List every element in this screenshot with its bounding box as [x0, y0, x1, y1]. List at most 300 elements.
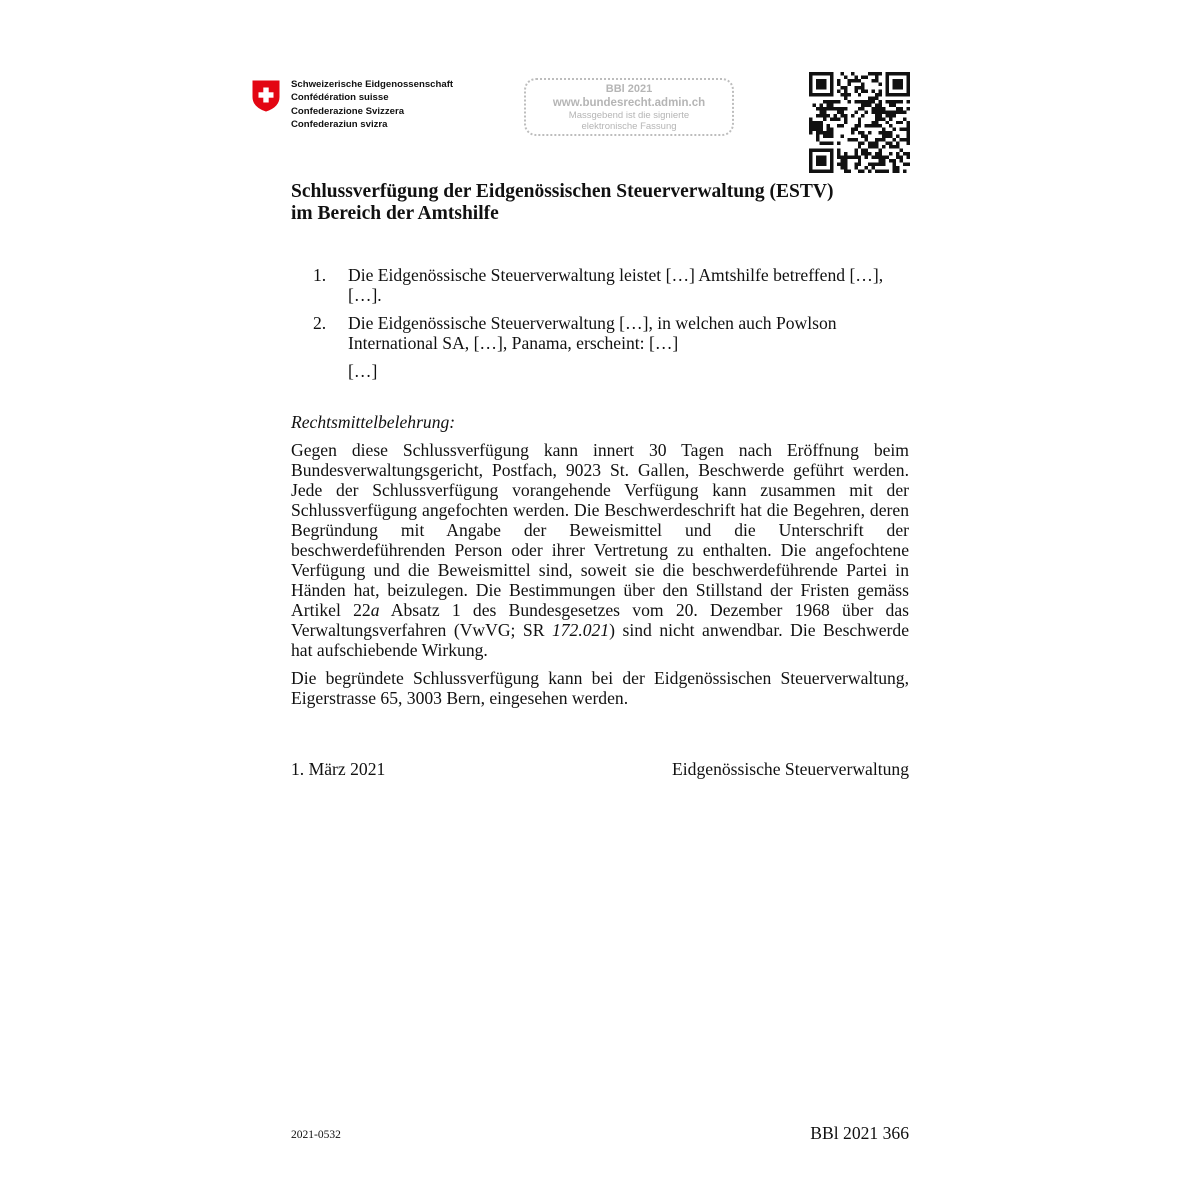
stamp-url[interactable]: www.bundesrecht.admin.ch — [552, 97, 706, 109]
qr-module — [868, 145, 871, 148]
qr-module — [861, 131, 864, 134]
qr-module — [837, 110, 840, 113]
qr-module — [812, 72, 815, 75]
qr-module — [886, 114, 889, 117]
qr-module — [858, 145, 861, 148]
qr-module — [809, 156, 812, 159]
qr-module — [879, 159, 882, 162]
qr-module — [816, 149, 819, 152]
qr-module — [907, 131, 910, 134]
qr-module — [900, 121, 903, 124]
qr-module — [872, 156, 875, 159]
qr-module — [865, 124, 868, 127]
qr-module — [907, 82, 910, 85]
qr-module — [830, 89, 833, 92]
list-item-number: 1. — [313, 265, 327, 285]
qr-module — [816, 124, 819, 127]
qr-module — [858, 100, 861, 103]
qr-module — [819, 163, 822, 166]
qr-module — [854, 152, 857, 155]
qr-module — [837, 117, 840, 120]
qr-module — [865, 100, 868, 103]
qr-module — [854, 156, 857, 159]
qr-module — [875, 96, 878, 99]
qr-module — [837, 152, 840, 155]
qr-module — [809, 93, 812, 96]
qr-module — [872, 89, 875, 92]
qr-module — [879, 170, 882, 173]
qr-module — [844, 86, 847, 89]
qr-module — [819, 142, 822, 145]
qr-module — [823, 72, 826, 75]
qr-module — [844, 107, 847, 110]
qr-module — [882, 128, 885, 131]
qr-module — [837, 156, 840, 159]
qr-module — [868, 131, 871, 134]
qr-module — [837, 79, 840, 82]
qr-module — [830, 72, 833, 75]
qr-module — [844, 163, 847, 166]
qr-module — [844, 89, 847, 92]
qr-module — [868, 142, 871, 145]
qr-module — [844, 166, 847, 169]
qr-module — [900, 159, 903, 162]
qr-module — [840, 107, 843, 110]
qr-module — [830, 170, 833, 173]
omission-marker: […] — [348, 361, 378, 381]
qr-module — [809, 128, 812, 131]
qr-module — [830, 131, 833, 134]
qr-module — [907, 100, 910, 103]
qr-module — [868, 152, 871, 155]
qr-module — [882, 138, 885, 141]
qr-module — [889, 72, 892, 75]
qr-module — [893, 93, 896, 96]
legal-remedy-paragraph-2: Die begründete Schlussverfügung kann bei der Eidgenössischen Steuerverwaltung, Eigerstrasse 65, 3003 Bern, eingesehen werden. — [291, 668, 909, 708]
qr-module — [840, 110, 843, 113]
legal-remedy-p1-part-b: Absatz 1 des Bundesgesetzes vom 20. Dezember 1968 über das Verwaltungsverfahren (VwVG; SR — [291, 600, 910, 640]
qr-module — [886, 131, 889, 134]
qr-module — [896, 100, 899, 103]
qr-module — [847, 156, 850, 159]
qr-module — [809, 166, 812, 169]
qr-module — [816, 107, 819, 110]
qr-module — [854, 166, 857, 169]
qr-module — [882, 110, 885, 113]
qr-module — [875, 152, 878, 155]
qr-module — [823, 107, 826, 110]
qr-module — [907, 93, 910, 96]
qr-module — [858, 79, 861, 82]
qr-module — [816, 135, 819, 138]
qr-module — [872, 166, 875, 169]
qr-module — [826, 142, 829, 145]
qr-module — [893, 100, 896, 103]
qr-module — [858, 163, 861, 166]
qr-module — [847, 82, 850, 85]
qr-module — [823, 131, 826, 134]
qr-module — [861, 135, 864, 138]
qr-module — [903, 72, 906, 75]
legal-remedy-paragraph-1 — [291, 440, 909, 660]
qr-module — [816, 72, 819, 75]
qr-module — [847, 79, 850, 82]
qr-module — [865, 75, 868, 78]
qr-module — [840, 156, 843, 159]
qr-module — [893, 159, 896, 162]
qr-module — [816, 114, 819, 117]
qr-module — [865, 110, 868, 113]
qr-module — [823, 156, 826, 159]
document-number: 2021-0532 — [291, 1129, 341, 1141]
qr-module — [830, 149, 833, 152]
qr-module — [837, 124, 840, 127]
bbl-reference: BBl 2021 366 — [810, 1123, 909, 1143]
qr-module — [868, 100, 871, 103]
qr-module — [854, 86, 857, 89]
qr-module — [886, 135, 889, 138]
qr-module — [819, 131, 822, 134]
qr-module — [858, 86, 861, 89]
qr-module — [823, 135, 826, 138]
qr-module — [851, 79, 854, 82]
qr-module — [896, 121, 899, 124]
qr-module — [826, 107, 829, 110]
qr-module — [812, 103, 815, 106]
qr-module — [896, 170, 899, 173]
qr-module — [840, 86, 843, 89]
qr-module — [879, 131, 882, 134]
qr-module — [833, 100, 836, 103]
qr-module — [816, 138, 819, 141]
qr-module — [875, 110, 878, 113]
qr-module — [907, 152, 910, 155]
qr-module — [861, 142, 864, 145]
qr-module — [879, 138, 882, 141]
qr-module — [858, 156, 861, 159]
qr-module — [889, 103, 892, 106]
qr-module — [907, 107, 910, 110]
qr-module — [879, 152, 882, 155]
qr-module — [875, 145, 878, 148]
qr-module — [886, 100, 889, 103]
legal-remedy-heading: Rechtsmittelbelehrung: — [291, 412, 456, 432]
qr-module — [830, 156, 833, 159]
qr-module — [900, 107, 903, 110]
qr-module — [861, 103, 864, 106]
qr-module — [833, 117, 836, 120]
qr-module — [889, 117, 892, 120]
qr-module — [886, 142, 889, 145]
qr-module — [886, 89, 889, 92]
qr-module — [823, 86, 826, 89]
qr-module — [879, 107, 882, 110]
qr-module — [879, 100, 882, 103]
qr-module — [886, 79, 889, 82]
qr-module — [889, 93, 892, 96]
publication-stamp — [524, 78, 734, 136]
qr-module — [861, 82, 864, 85]
qr-module — [875, 142, 878, 145]
qr-module — [872, 79, 875, 82]
qr-module — [854, 128, 857, 131]
qr-module — [872, 163, 875, 166]
list-item — [291, 313, 909, 353]
qr-module — [889, 110, 892, 113]
qr-module — [875, 156, 878, 159]
qr-module — [826, 131, 829, 134]
qr-module — [844, 159, 847, 162]
qr-module — [882, 107, 885, 110]
qr-module — [823, 142, 826, 145]
qr-module — [826, 149, 829, 152]
qr-module — [907, 79, 910, 82]
qr-module — [816, 79, 819, 82]
qr-module — [903, 138, 906, 141]
qr-module — [816, 156, 819, 159]
qr-module — [907, 124, 910, 127]
qr-module — [879, 117, 882, 120]
confederation-line-rm: Confederaziun svizra — [291, 119, 388, 131]
qr-module — [819, 149, 822, 152]
qr-module — [819, 114, 822, 117]
qr-module — [826, 72, 829, 75]
qr-module — [812, 128, 815, 131]
qr-module — [851, 138, 854, 141]
qr-module — [809, 117, 812, 120]
qr-module — [896, 156, 899, 159]
qr-module — [844, 121, 847, 124]
qr-module — [809, 72, 812, 75]
qr-module — [875, 114, 878, 117]
qr-module — [816, 82, 819, 85]
qr-module — [879, 149, 882, 152]
qr-module — [900, 156, 903, 159]
qr-module — [858, 131, 861, 134]
qr-module — [907, 142, 910, 145]
qr-module — [886, 121, 889, 124]
qr-module — [907, 86, 910, 89]
qr-module — [826, 100, 829, 103]
qr-module — [830, 152, 833, 155]
qr-module — [907, 156, 910, 159]
qr-module — [889, 142, 892, 145]
list-item-number: 2. — [313, 313, 327, 333]
qr-module — [879, 156, 882, 159]
legal-remedy-p1-part-c: ) sind nicht anwendbar. Die Beschwerde hat aufschiebende Wirkung. — [291, 620, 910, 660]
qr-module — [826, 135, 829, 138]
qr-module — [872, 124, 875, 127]
qr-module — [830, 135, 833, 138]
qr-module — [865, 156, 868, 159]
qr-module — [879, 114, 882, 117]
qr-module — [861, 100, 864, 103]
qr-module — [893, 138, 896, 141]
list-item — [291, 265, 909, 305]
qr-module — [865, 149, 868, 152]
qr-module — [819, 156, 822, 159]
qr-module — [893, 145, 896, 148]
qr-module — [872, 96, 875, 99]
qr-module — [826, 103, 829, 106]
qr-module — [879, 82, 882, 85]
qr-module — [882, 117, 885, 120]
qr-module — [837, 149, 840, 152]
qr-module — [823, 93, 826, 96]
qr-module — [875, 121, 878, 124]
qr-module — [893, 170, 896, 173]
qr-module — [830, 103, 833, 106]
qr-module — [844, 96, 847, 99]
qr-module — [882, 163, 885, 166]
qr-module — [844, 156, 847, 159]
qr-module — [886, 72, 889, 75]
qr-module — [893, 163, 896, 166]
qr-module — [889, 135, 892, 138]
qr-module — [875, 79, 878, 82]
qr-module — [837, 82, 840, 85]
qr-module — [819, 72, 822, 75]
qr-module — [900, 93, 903, 96]
qr-module — [900, 86, 903, 89]
qr-module — [865, 135, 868, 138]
qr-module — [861, 89, 864, 92]
qr-module — [809, 131, 812, 134]
title-line-2: im Bereich der Amtshilfe — [291, 203, 499, 224]
qr-module — [907, 72, 910, 75]
qr-module — [896, 152, 899, 155]
qr-module — [809, 79, 812, 82]
qr-module — [893, 72, 896, 75]
qr-module — [830, 93, 833, 96]
qr-module — [886, 156, 889, 159]
qr-module — [854, 163, 857, 166]
qr-module — [830, 86, 833, 89]
qr-module — [819, 103, 822, 106]
qr-module — [900, 138, 903, 141]
qr-module — [896, 166, 899, 169]
qr-module — [844, 117, 847, 120]
qr-module — [837, 100, 840, 103]
qr-module — [872, 107, 875, 110]
qr-module — [826, 128, 829, 131]
qr-module — [830, 142, 833, 145]
qr-module — [886, 110, 889, 113]
qr-module — [819, 170, 822, 173]
qr-module — [861, 107, 864, 110]
qr-module — [882, 170, 885, 173]
qr-module — [823, 100, 826, 103]
qr-module — [809, 159, 812, 162]
qr-module — [809, 121, 812, 124]
qr-module — [879, 93, 882, 96]
qr-module — [826, 124, 829, 127]
qr-module — [875, 107, 878, 110]
qr-module — [886, 170, 889, 173]
qr-module — [900, 79, 903, 82]
qr-module — [865, 166, 868, 169]
qr-module — [896, 82, 899, 85]
decision-date: 1. März 2021 — [291, 759, 386, 779]
qr-module — [819, 107, 822, 110]
issuing-authority: Eidgenössische Steuerverwaltung — [672, 759, 909, 779]
qr-module — [840, 163, 843, 166]
qr-module — [809, 149, 812, 152]
qr-module — [819, 159, 822, 162]
qr-module — [840, 135, 843, 138]
qr-module — [868, 124, 871, 127]
qr-module — [812, 121, 815, 124]
confederation-line-it: Confederazione Svizzera — [291, 105, 405, 117]
qr-module — [833, 114, 836, 117]
qr-module — [847, 93, 850, 96]
qr-module — [889, 152, 892, 155]
qr-module — [837, 107, 840, 110]
qr-module — [819, 128, 822, 131]
qr-module — [861, 149, 864, 152]
qr-module — [903, 128, 906, 131]
qr-module — [847, 138, 850, 141]
qr-module — [826, 170, 829, 173]
qr-code-icon — [809, 72, 910, 173]
qr-module — [830, 117, 833, 120]
stamp-line-1: BBl 2021 — [605, 83, 653, 95]
qr-module — [903, 110, 906, 113]
qr-module — [875, 117, 878, 120]
qr-module — [819, 79, 822, 82]
qr-module — [868, 163, 871, 166]
qr-module — [809, 75, 812, 78]
qr-module — [809, 124, 812, 127]
qr-module — [900, 110, 903, 113]
qr-module — [893, 86, 896, 89]
qr-module — [907, 128, 910, 131]
qr-module — [830, 159, 833, 162]
qr-module — [893, 103, 896, 106]
qr-module — [903, 117, 906, 120]
qr-module — [896, 107, 899, 110]
qr-module — [809, 152, 812, 155]
legal-remedy-p1-part-a: Gegen diese Schlussverfügung kann innert 30 Tagen nach Eröffnung beim Bundesverwaltungsgericht, Postfach, 9023 St. Gallen, Beschwerde geführt werden. Jede der Schlussverfügung vorangehende Verfügung kann zusammen mit der Schlussverfügung angefochten werden. Die Beschwerdeschrift hat die Begehren, deren Begründung mit Angabe der Beweismittel und die Unterschrift der beschwerdeführenden Person oder ihrer Vertretung zu enthalten. Die angefochtene Verfügung und die Beweismittel sind, soweit sie die beschwerdeführende Partei in Händen hat, beizulegen. Die Bestimmungen über den Stillstand der Fristen gemäss Artikel 22 — [291, 440, 909, 620]
qr-module — [889, 131, 892, 134]
qr-module — [840, 124, 843, 127]
qr-module — [823, 159, 826, 162]
qr-module — [886, 82, 889, 85]
qr-module — [816, 121, 819, 124]
qr-module — [861, 86, 864, 89]
qr-module — [830, 166, 833, 169]
qr-module — [823, 79, 826, 82]
qr-module — [858, 117, 861, 120]
qr-module — [865, 103, 868, 106]
qr-module — [903, 170, 906, 173]
qr-module — [816, 131, 819, 134]
qr-module — [851, 128, 854, 131]
qr-module — [854, 75, 857, 78]
confederation-line-fr: Confédération suisse — [291, 92, 389, 104]
qr-module — [851, 131, 854, 134]
qr-module — [896, 145, 899, 148]
qr-module — [872, 121, 875, 124]
qr-module — [812, 170, 815, 173]
qr-module — [840, 93, 843, 96]
qr-module — [893, 128, 896, 131]
qr-module — [907, 135, 910, 138]
qr-module — [907, 75, 910, 78]
qr-module — [851, 156, 854, 159]
article-suffix: a — [370, 600, 380, 620]
qr-module — [858, 93, 861, 96]
